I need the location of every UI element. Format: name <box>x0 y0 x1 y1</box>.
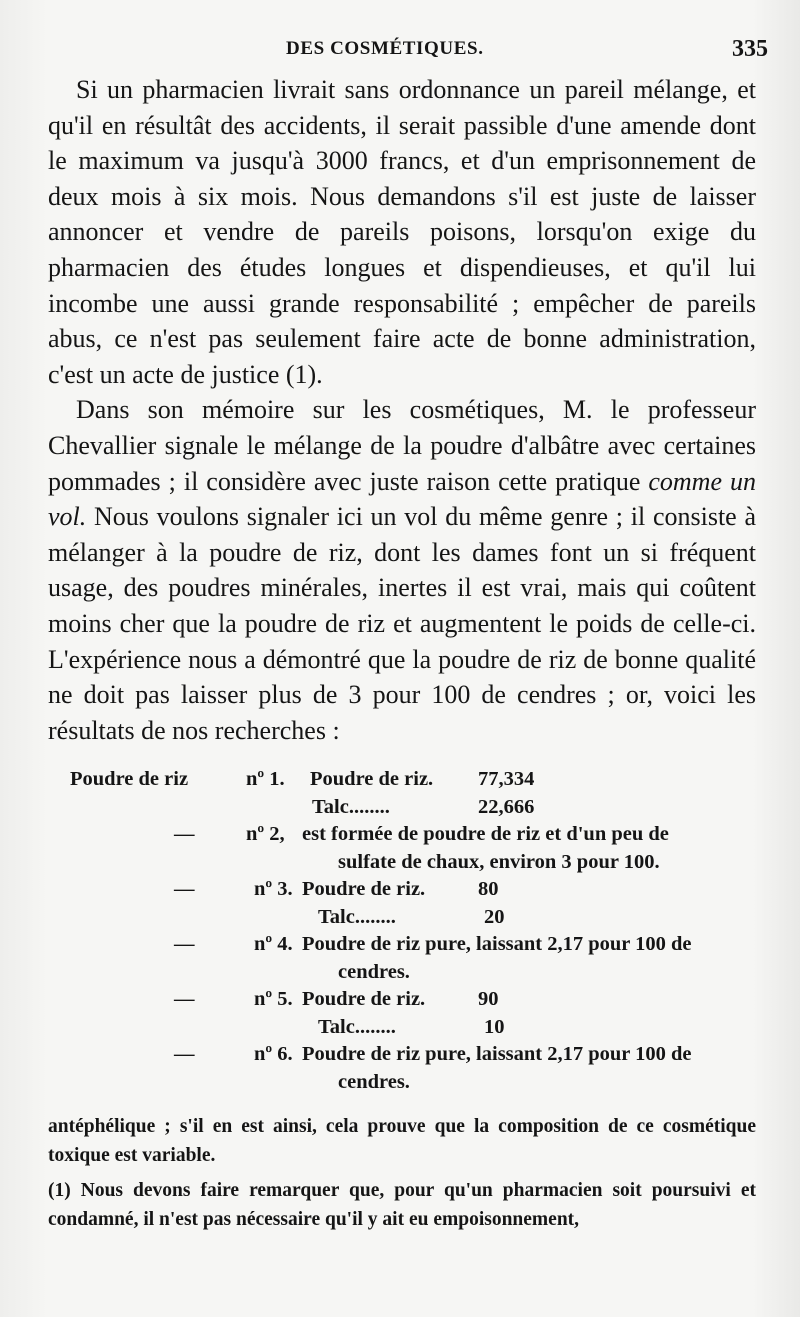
result-dash: — <box>174 933 195 956</box>
footnotes <box>48 1112 756 1234</box>
result-row <box>48 988 756 1016</box>
footnote-1: (1) Nous devons faire remarquer que, pour qu'un pharmacien soit poursuivi et condamné, il n'est pas nécessaire qu'il y ait eu empoisonnement, <box>48 1180 756 1231</box>
result-row <box>48 1043 756 1071</box>
result-description: cendres. <box>338 960 410 983</box>
result-number: nº 2, <box>246 823 285 846</box>
result-value: 80 <box>478 878 499 901</box>
result-description: cendres. <box>338 1070 410 1093</box>
result-row <box>48 1016 756 1044</box>
result-number: nº 1. <box>246 768 285 791</box>
result-description: Poudre de riz pure, laissant 2,17 pour 100 de <box>302 1043 692 1066</box>
result-description: sulfate de chaux, environ 3 pour 100. <box>338 850 660 873</box>
result-row <box>48 1071 756 1099</box>
result-label: Poudre de riz <box>70 768 189 791</box>
result-row <box>48 878 756 906</box>
result-row <box>48 933 756 961</box>
result-dash: — <box>174 878 195 901</box>
page-body <box>48 72 756 1234</box>
result-row <box>48 851 756 879</box>
result-value: 90 <box>478 988 499 1011</box>
result-description: Poudre de riz. <box>310 768 434 791</box>
result-row <box>48 823 756 851</box>
result-description: Poudre de riz. <box>302 988 426 1011</box>
result-dash: — <box>174 1043 195 1066</box>
paragraph-1: Si un pharmacien livrait sans ordonnance un pareil mélange, et qu'il en résultât des accidents, il serait passible d'une amende dont le maximum va jusqu'à 3000 francs, et d'un emprisonnement de deux mois à six mois. Nous demandons s'il est juste de laisser annoncer et vendre de pareils poisons, lorsqu'on exige du pharmacien des études longues et dispendieuses, et qu'il lui incombe une aussi grande responsabilité ; empêcher de pareils abus, ce n'est pas seulement faire acte de bonne administration, c'est un acte de justice (1). <box>48 75 756 389</box>
result-description: Talc........ <box>318 1015 396 1038</box>
result-row <box>48 768 756 796</box>
result-description: Poudre de riz pure, laissant 2,17 pour 100 de <box>302 933 692 956</box>
result-number: nº 4. <box>254 933 293 956</box>
paragraph-2-text-b: Nous voulons signaler ici un vol du même genre ; il consiste à mélanger à la poudre de riz, dont les dames font un si fréquent usage, des poudres minérales, inertes il est vrai, mais qui coûtent moins cher que la poudre de riz et augmentent le poids de celle-ci. L'expérience nous a démontré que la poudre de riz de bonne qualité ne doit pas laisser plus de 3 pour 100 de cendres ; or, voici les résultats de nos recherches : <box>48 502 756 745</box>
result-number: nº 3. <box>254 878 293 901</box>
result-description: est formée de poudre de riz et d'un peu de <box>302 823 669 846</box>
result-description: Poudre de riz. <box>302 878 426 901</box>
result-row <box>48 961 756 989</box>
result-number: nº 6. <box>254 1043 293 1066</box>
result-number: nº 5. <box>254 988 293 1011</box>
paragraph-2 <box>48 392 756 748</box>
paragraph-2-text-a: Dans son mémoire sur les cosmétiques, M. le professeur Chevallier signale le mélange de la poudre d'albâtre avec certaines pommades ; il considère avec juste raison cette pratique <box>48 395 756 496</box>
result-description: Talc........ <box>312 795 390 818</box>
running-head: DES COSMÉTIQUES. <box>286 38 484 59</box>
result-row <box>48 906 756 934</box>
results-list <box>48 768 756 1098</box>
result-value: 22,666 <box>478 795 535 818</box>
result-value: 77,334 <box>478 768 535 791</box>
result-description: Talc........ <box>318 905 396 928</box>
result-value: 20 <box>484 905 505 928</box>
page-number: 335 <box>732 36 768 62</box>
result-dash: — <box>174 823 195 846</box>
result-row <box>48 796 756 824</box>
paragraph-2-italic: comme un vol. <box>48 466 756 532</box>
page-header <box>48 34 768 68</box>
result-dash: — <box>174 988 195 1011</box>
result-value: 10 <box>484 1015 505 1038</box>
footnote-continuation: antéphélique ; s'il en est ainsi, cela prouve que la composition de ce cosmétique toxique est variable. <box>48 1116 756 1167</box>
